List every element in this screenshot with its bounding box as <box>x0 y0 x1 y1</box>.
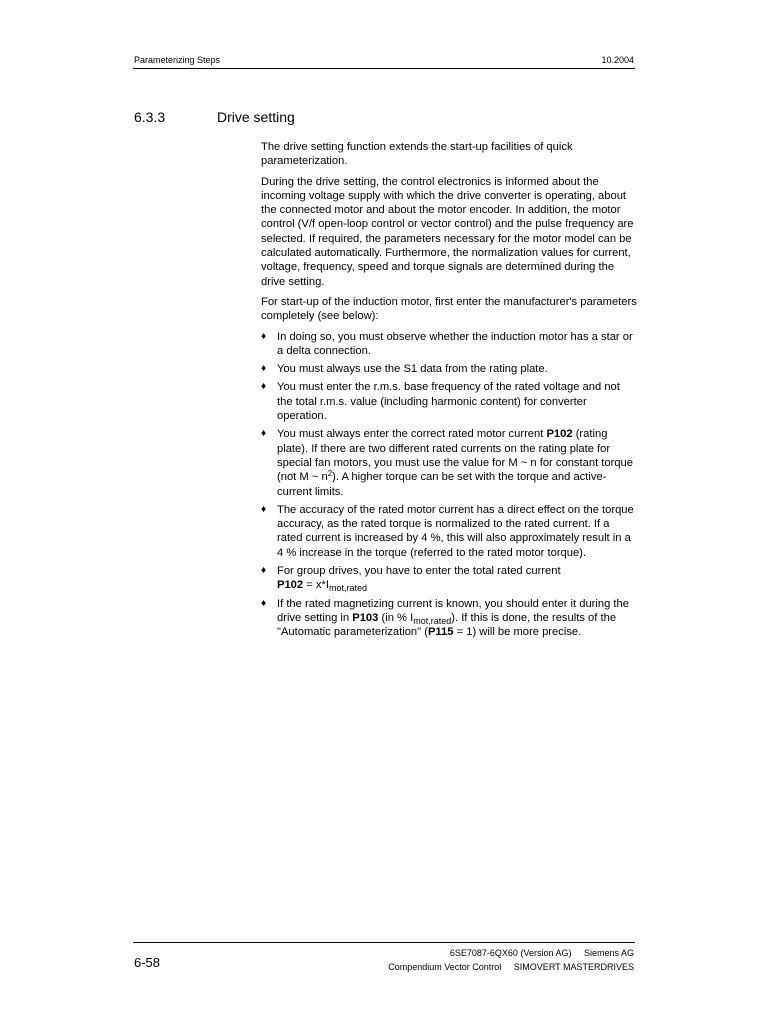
footer-line: 6SE7087-6QX60 (Version AG) Siemens AG <box>449 948 634 958</box>
running-header-date: 10.2004 <box>601 55 634 65</box>
bullet-list <box>261 330 637 640</box>
paragraph: The drive setting function extends the start-up facilities of quick parameterization. <box>261 141 573 168</box>
list-item: ♦ In doing so, you must observe whether the induction motor has a star or a delta connection. <box>261 330 633 357</box>
list-item: ♦ For group drives, you have to enter the total rated current $P102 = x*I_{mot,rated}$ <box>261 565 561 594</box>
list-item: ♦ The accuracy of the rated motor current has a direct effect on the torque accuracy, as the rated torque is normalized to the rated current. If a rated current is increased by 4 %, this will also approximately result in a 4 % increase in the torque (referred to the rated motor torque). <box>261 503 634 559</box>
page-number: 6-58 <box>134 955 161 970</box>
footer-line: Compendium Vector Control SIMOVERT MASTERDRIVES <box>388 962 634 972</box>
parameter-ref: P115 <box>427 626 454 639</box>
parameter-ref: P102 <box>277 579 304 592</box>
diamond-bullet-icon: ♦ <box>261 503 267 515</box>
list-item: ♦ You must enter the r.m.s. base frequency of the rated voltage and not the total r.m.s. value (including harmonic content) for converter operation. <box>261 381 620 423</box>
running-header-title: Parameterizing Steps <box>134 55 221 65</box>
paragraph: During the drive setting, the control electronics is informed about the incoming voltage supply with which the drive converter is operating, about the connected motor and about the motor encoder. In addition, the motor control (V/f open-loop control or vector control) and the pulse frequency are selected. If required, the parameters necessary for the motor model can be calculated automatically. Furthermore, the normalization values for current, voltage, frequency, speed and torque signals are determined during the drive setting. <box>261 175 634 288</box>
diamond-bullet-icon: ♦ <box>261 597 267 609</box>
section-title: Drive setting <box>217 109 295 125</box>
diamond-bullet-icon: ♦ <box>261 330 267 342</box>
list-item: ♦ If the rated magnetizing current is known, you should enter it during the drive setting in P103 (in % $I_{mot,rated}$). If this is done, the results of the "Automatic parameterization" (P115 = 1) will be more precise. <box>261 597 629 639</box>
footer-info <box>388 946 634 974</box>
diamond-bullet-icon: ♦ <box>261 428 267 440</box>
list-item: ♦ You must always use the S1 data from the rating plate. <box>261 363 548 376</box>
list-item: ♦ You must always enter the correct rated motor current P102 (rating plate). If there are two different rated currents on the rating plate for special fan motors, you must use the value for M ~ n for constant torque (not M ~ $n^2$). A higher torque can be set with the torque and active-current limits. <box>261 428 634 498</box>
parameter-ref: P103 <box>352 611 379 624</box>
parameter-ref: P102 <box>546 428 573 441</box>
header-rule <box>133 68 635 69</box>
footer-rule <box>133 942 635 943</box>
paragraph: For start-up of the induction motor, first enter the manufacturer's parameters completely (see below): <box>261 295 637 323</box>
section-number: 6.3.3 <box>134 109 166 125</box>
diamond-bullet-icon: ♦ <box>261 381 267 393</box>
diamond-bullet-icon: ♦ <box>261 363 267 375</box>
diamond-bullet-icon: ♦ <box>261 565 267 577</box>
body-text <box>261 140 637 644</box>
